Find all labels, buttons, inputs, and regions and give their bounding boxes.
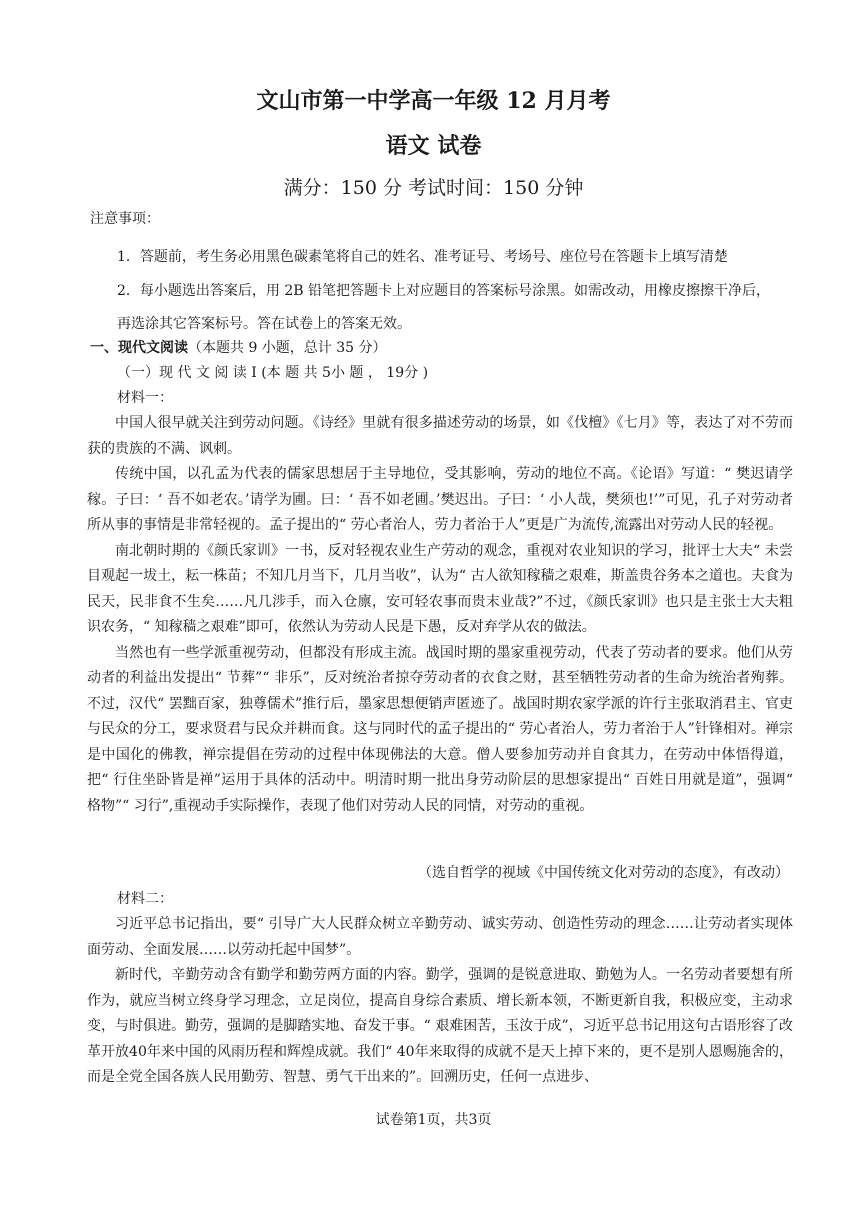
material-2-paragraph: 习近平总书记指出，要“ 引导广大人民群众树立辛勤劳动、诚实劳动、创造性劳动的理念……让劳动者实现体面劳动、全面发展……以劳动托起中国梦”。	[87, 916, 793, 958]
notice-item-2: 2．每小题选出答案后，用 2B 铅笔把答题卡上对应题目的答案标号涂黑。如需改动，用橡皮擦擦干净后，	[117, 283, 771, 299]
notice-item-1: 1．答题前，考生务必用黑色碳素笔将自己的姓名、准考证号、考场号、座位号在答题卡上填写清楚	[117, 249, 728, 265]
material-1-body	[87, 411, 793, 819]
material-1-paragraph: 中国人很早就关注到劳动问题。《诗经》里就有很多描述劳动的场景，如《伐檀》《七月》等，表达了对不劳而获的贵族的不满、讽刺。	[87, 415, 793, 457]
notice-item-2-continued: 再选涂其它答案标号。答在试卷上的答案无效。	[117, 316, 411, 332]
page-footer: 试卷第1页，共3页	[375, 1112, 492, 1128]
exam-subject: 语文 试卷	[385, 133, 482, 159]
material-2-paragraph: 新时代，辛勤劳动含有勤学和勤劳两方面的内容。勤学，强调的是锐意进取、勤勉为人。一名劳动者要想有所作为，就应当树立终身学习理念，立足岗位，提高自身综合素质、增长新本领，不断更新自我，积极应变，主动求变，与时俱进。勤劳，强调的是脚踏实地、奋发干事。“ 艰难困苦，玉汝于成”，习近平总书记用这句古语形容了改革开放40年来中国的风雨历程和辉煌成就。我们“ 40年来取得的成就不是天上掉下来的，更不是别人恩赐施舍的，而是全党全国各族人民用勤劳、智慧、勇气干出来的”。回溯历史，任何一点进步、	[87, 967, 793, 1085]
exam-title: 文山市第一中学高一年级 12 月月考	[256, 88, 611, 114]
notice-label: 注意事项：	[90, 211, 160, 227]
material-1-paragraph: 传统中国，以孔孟为代表的儒家思想居于主导地位，受其影响，劳动的地位不高。《论语》写道：“ 樊迟请学稼。子曰：‘ 吾不如老农。’请学为圃。曰：‘ 吾不如老圃。’樊迟出。子曰：‘ 小人哉，樊须也!’”可见，孔子对劳动者所从事的事情是非常轻视的。孟子提出的“ 劳心者治人，劳力者治于人”更是广为流传,流露出对劳动人民的轻视。	[87, 466, 793, 533]
material-1-label: 材料一：	[117, 390, 173, 406]
section-title: 一、现代文阅读	[90, 340, 188, 356]
score-time-line: 满分：150 分 考试时间：150 分钟	[283, 177, 584, 199]
material-1-paragraph: 南北朝时期的《颜氏家训》一书，反对轻视农业生产劳动的观念，重视对农业知识的学习，批评士大夫“ 未尝目观起一坺土，耘一株苗；不知几月当下，几月当收”，认为“ 古人欲知稼穑之艰难，斯盖贵谷务本之道也。夫食为民天，民非食不生矣……凡几涉手，而入仓廪，安可轻农事而贵末业哉?”不过，《颜氏家训》也只是主张士大夫粗识农务，“ 知稼穑之艰难”即可，依然认为劳动人民是下愚，反对弃学从农的做法。	[87, 542, 793, 635]
subsection-heading: （一）现 代 文 阅 读 Ⅰ (本 题 共 5小 题 ， 19分 )	[117, 365, 429, 381]
material-1-paragraph: 当然也有一些学派重视劳动，但都没有形成主流。战国时期的墨家重视劳动，代表了劳动者的要求。他们从劳动者的利益出发提出“ 节葬”“ 非乐”，反对统治者掠夺劳动者的衣食之财，甚至牺牲劳动者的生命为统治者殉葬。不过，汉代“ 罢黜百家，独尊儒术”推行后，墨家思想便销声匿迹了。战国时期农家学派的许行主张取消君主、官吏与民众的分工，要求贤君与民众并耕而食。这与同时代的孟子提出的“ 劳心者治人，劳力者治于人”针锋相对。禅宗是中国化的佛教，禅宗提倡在劳动的过程中体现佛法的大意。僧人要参加劳动并自食其力，在劳动中体悟得道，把“ 行住坐卧皆是禅”运用于具体的活动中。明清时期一批出身劳动阶层的思想家提出“ 百姓日用就是道”，强调“ 格物”“ 习行”,重视动手实际操作，表现了他们对劳动人民的同情，对劳动的重视。	[87, 644, 793, 814]
material-1-source: （选自哲学的视域《中国传统文化对劳动的态度》，有改动）	[418, 865, 789, 881]
material-2-body	[87, 912, 793, 1091]
section-heading	[90, 337, 387, 357]
section-note: （本题共 9 小题，总计 35 分）	[188, 340, 387, 356]
material-2-label: 材料二：	[117, 891, 173, 907]
